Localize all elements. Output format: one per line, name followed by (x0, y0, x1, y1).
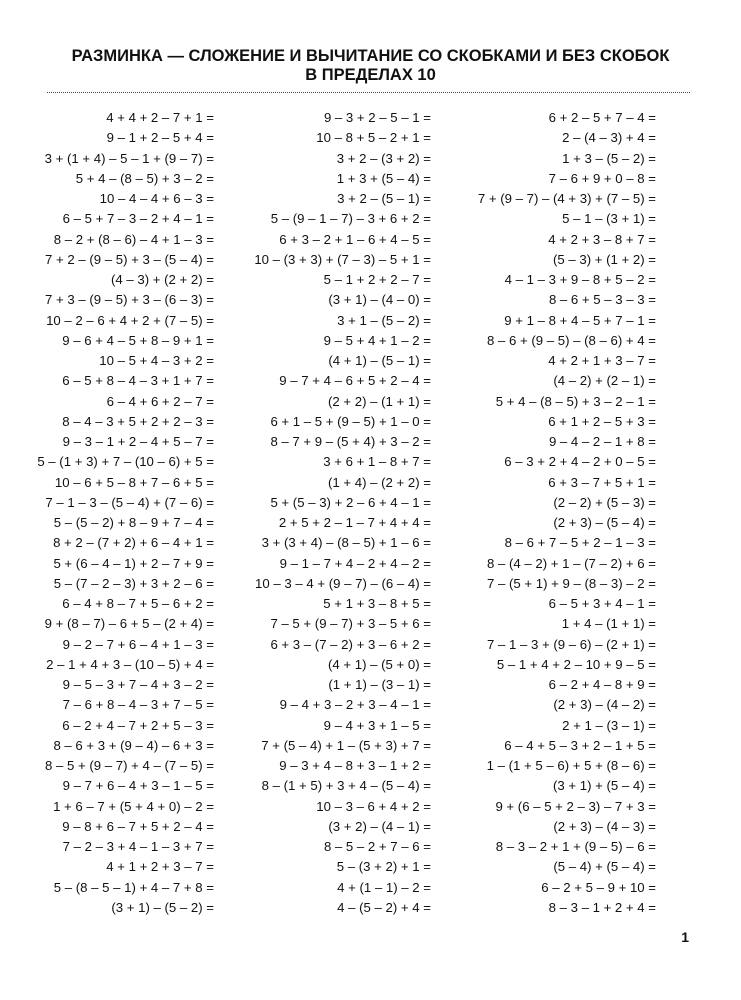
exercise-item: 5 – 1 + 4 + 2 – 10 + 9 – 5 = (496, 656, 656, 672)
exercise-item: 9 – 5 – 3 + 7 – 4 + 3 – 2 = (62, 677, 214, 692)
exercise-item: (2 – 2) + (5 – 3) = (553, 494, 656, 510)
exercise-item: 10 – 8 + 5 – 2 + 1 = (316, 130, 431, 146)
exercise-item: 4 – 1 – 3 + 9 – 8 + 5 – 2 = (504, 272, 656, 287)
exercise-item: 10 – 2 – 6 + 4 + 2 + (7 – 5) = (46, 312, 214, 328)
exercise-item: (4 – 3) + (2 + 2) = (111, 272, 214, 287)
exercise-item: (4 + 1) – (5 – 1) = (328, 353, 431, 368)
exercise-item: 5 + 4 – (8 – 5) + 3 – 2 = (75, 170, 214, 186)
exercise-item: (5 – 4) + (5 – 4) = (553, 859, 656, 875)
exercise-item: 10 – 5 + 4 – 3 + 2 = (99, 353, 214, 368)
exercise-item: 9 – 7 + 6 – 4 + 3 – 1 – 5 = (62, 778, 214, 794)
exercise-column-2 (250, 108, 431, 918)
exercise-item: (5 – 3) + (1 + 2) = (553, 251, 656, 267)
exercise-item: 9 – 8 + 6 – 7 + 5 + 2 – 4 = (62, 818, 214, 834)
exercise-item: 10 – 3 – 6 + 4 + 2 = (316, 798, 431, 814)
exercise-item: 9 – 7 + 4 – 6 + 5 + 2 – 4 = (279, 373, 431, 389)
exercise-item: 9 – 3 + 4 – 8 + 3 – 1 + 2 = (279, 758, 431, 773)
exercise-item: 7 + 3 – (9 – 5) + 3 – (6 – 3) = (45, 292, 214, 308)
exercise-item: 5 – (1 + 3) + 7 – (10 – 6) + 5 = (37, 454, 214, 470)
exercise-item: (1 + 4) – (2 + 2) = (328, 474, 431, 490)
exercise-item: 4 + 1 + 2 + 3 – 7 = (106, 859, 214, 875)
exercise-item: 6 + 1 – 5 + (9 – 5) + 1 – 0 = (270, 413, 431, 429)
exercise-item: (2 + 3) – (5 – 4) = (553, 515, 656, 530)
exercise-item: 7 – 6 + 8 – 4 – 3 + 7 – 5 = (62, 697, 214, 713)
exercise-item: 7 + (9 – 7) – (4 + 3) + (7 – 5) = (477, 191, 656, 206)
exercise-item: 7 – 1 – 3 – (5 – 4) + (7 – 6) = (45, 494, 214, 510)
page-title-line-1: РАЗМИНКА — СЛОЖЕНИЕ И ВЫЧИТАНИЕ СО СКОБКАМИ И БЕЗ СКОБОК (71, 47, 670, 65)
exercise-item: 6 + 3 – (7 – 2) + 3 – 6 + 2 = (270, 636, 431, 652)
exercise-column-3 (470, 108, 656, 918)
exercise-item: 3 + (3 + 4) – (8 – 5) + 1 – 6 = (261, 535, 431, 551)
exercise-item: 6 + 3 – 2 + 1 – 6 + 4 – 5 = (279, 231, 431, 247)
exercise-item: 10 – 6 + 5 – 8 + 7 – 6 + 5 = (54, 474, 214, 490)
exercise-item: 5 – (9 – 1 – 7) – 3 + 6 + 2 = (270, 211, 431, 227)
exercise-item: 5 + 1 + 3 – 8 + 5 = (323, 596, 431, 611)
exercise-item: 7 – 5 + (9 – 7) + 3 – 5 + 6 = (270, 616, 431, 632)
exercise-item: 7 – (5 + 1) + 9 – (8 – 3) – 2 = (487, 575, 656, 591)
exercise-item: 3 + 6 + 1 – 8 + 7 = (323, 454, 431, 470)
exercise-item: 5 + (5 – 3) + 2 – 6 + 4 – 1 = (270, 494, 431, 510)
exercise-item: (4 – 2) + (2 – 1) = (553, 373, 656, 389)
exercise-item: (2 + 3) – (4 – 2) = (553, 697, 656, 713)
exercise-item: 6 – 4 + 5 – 3 + 2 – 1 + 5 = (504, 737, 656, 753)
exercise-item: 6 – 2 + 4 – 7 + 2 + 5 – 3 = (62, 717, 214, 733)
exercise-item: (3 + 1) – (5 – 2) = (111, 899, 214, 915)
exercise-item: 3 + 1 – (5 – 2) = (337, 312, 431, 328)
exercise-item: 8 – 5 – 2 + 7 – 6 = (323, 839, 431, 854)
exercise-item: 5 – 1 – (3 + 1) = (562, 211, 656, 227)
exercise-item: 8 – 3 – 2 + 1 + (9 – 5) – 6 = (495, 839, 656, 854)
exercise-item: 9 – 3 – 1 + 2 – 4 + 5 – 7 = (62, 434, 214, 449)
exercise-item: 8 – 2 + (8 – 6) – 4 + 1 – 3 = (53, 231, 214, 247)
exercise-item: 4 + (1 – 1) – 2 = (337, 879, 431, 895)
exercise-item: 9 + (8 – 7) – 6 + 5 – (2 + 4) = (44, 616, 214, 632)
exercise-item: 7 – 1 – 3 + (9 – 6) – (2 + 1) = (487, 636, 656, 652)
exercise-item: 6 – 5 + 7 – 3 – 2 + 4 – 1 = (62, 211, 214, 227)
exercise-item: 9 – 5 + 4 + 1 – 2 = (323, 332, 431, 348)
exercise-item: 6 – 2 + 4 – 8 + 9 = (548, 677, 656, 692)
exercise-item: 8 – 6 + 3 + (9 – 4) – 6 + 3 = (53, 737, 214, 753)
exercise-item: (3 + 1) – (4 – 0) = (328, 292, 431, 308)
exercise-item: (3 + 1) + (5 – 4) = (553, 778, 656, 794)
exercise-item: 1 + 4 – (1 + 1) = (561, 616, 656, 632)
exercise-item: 9 + (6 – 5 + 2 – 3) – 7 + 3 = (495, 798, 656, 814)
exercise-item: (4 + 1) – (5 + 0) = (328, 656, 431, 672)
exercise-item: 7 + (5 – 4) + 1 – (5 + 3) + 7 = (261, 737, 431, 753)
exercise-item: 7 – 2 – 3 + 4 – 1 – 3 + 7 = (62, 839, 214, 854)
exercise-item: 5 – (8 – 5 – 1) + 4 – 7 + 8 = (53, 879, 214, 895)
exercise-item: 5 – (3 + 2) + 1 = (336, 859, 431, 875)
exercise-item: 6 + 2 – 5 + 7 – 4 = (548, 110, 656, 125)
exercise-item: 6 + 1 + 2 – 5 + 3 = (548, 413, 656, 429)
exercise-item: 8 – (1 + 5) + 3 + 4 – (5 – 4) = (261, 778, 431, 794)
exercise-item: 9 – 4 + 3 – 2 + 3 – 4 – 1 = (279, 697, 431, 713)
exercise-item: 6 – 5 + 8 – 4 – 3 + 1 + 7 = (62, 373, 214, 389)
exercise-item: 8 – 6 + (9 – 5) – (8 – 6) + 4 = (487, 332, 656, 348)
exercise-item: 1 + 3 – (5 – 2) = (562, 150, 656, 166)
exercise-item: 9 – 4 – 2 – 1 + 8 = (548, 434, 656, 449)
exercise-item: 3 + 2 – (5 – 1) = (337, 191, 431, 206)
exercise-item: 5 – (7 – 2 – 3) + 3 + 2 – 6 = (53, 575, 214, 591)
exercise-item: 4 + 2 + 1 + 3 – 7 = (548, 353, 656, 368)
exercise-item: 10 – 3 – 4 + (9 – 7) – (6 – 4) = (255, 575, 431, 591)
exercise-item: 4 + 4 + 2 – 7 + 1 = (106, 110, 214, 125)
exercise-item: 10 – 4 – 4 + 6 – 3 = (99, 191, 214, 206)
page-title-line-2: В ПРЕДЕЛАХ 10 (305, 66, 436, 84)
exercise-item: 9 – 1 – 7 + 4 – 2 + 4 – 2 = (279, 555, 431, 571)
exercise-item: 9 – 6 + 4 – 5 + 8 – 9 + 1 = (62, 332, 214, 348)
exercise-item: 2 + 1 – (3 – 1) = (562, 717, 656, 733)
exercise-item: 6 – 4 + 6 + 2 – 7 = (106, 393, 214, 409)
exercise-item: 3 + 2 – (3 + 2) = (336, 150, 431, 166)
exercise-item: 6 + 3 – 7 + 5 + 1 = (548, 474, 656, 490)
exercise-item: 5 + 4 – (8 – 5) + 3 – 2 – 1 = (495, 393, 656, 409)
page-title (40, 47, 701, 85)
exercise-item: (3 + 2) – (4 – 1) = (328, 818, 431, 834)
exercise-item: 2 – (4 – 3) + 4 = (562, 130, 656, 146)
exercise-item: 9 – 3 + 2 – 5 – 1 = (323, 110, 431, 125)
exercise-item: 1 – (1 + 5 – 6) + 5 + (8 – 6) = (486, 758, 656, 773)
exercise-item: 8 – 4 – 3 + 5 + 2 + 2 – 3 = (62, 413, 214, 429)
exercise-item: 4 – (5 – 2) + 4 = (337, 899, 431, 915)
exercise-item: 5 + (6 – 4 – 1) + 2 – 7 + 9 = (53, 555, 214, 571)
exercise-item: (2 + 3) – (4 – 3) = (553, 818, 656, 834)
exercise-item: 10 – (3 + 3) + (7 – 3) – 5 + 1 = (254, 251, 431, 267)
exercise-item: 6 – 5 + 3 + 4 – 1 = (548, 596, 656, 611)
exercise-item: 6 – 3 + 2 + 4 – 2 + 0 – 5 = (504, 454, 656, 470)
exercise-item: 6 – 2 + 5 – 9 + 10 = (541, 879, 656, 895)
page-number: 1 (681, 929, 689, 945)
exercise-item: 2 + 5 + 2 – 1 – 7 + 4 + 4 = (278, 515, 431, 530)
exercise-item: 9 + 1 – 8 + 4 – 5 + 7 – 1 = (504, 312, 656, 328)
exercise-item: 8 – (4 – 2) + 1 – (7 – 2) + 6 = (487, 555, 656, 571)
exercise-item: (1 + 1) – (3 – 1) = (328, 677, 431, 692)
exercise-item: 8 – 5 + (9 – 7) + 4 – (7 – 5) = (45, 758, 214, 773)
exercise-item: 3 + (1 + 4) – 5 – 1 + (9 – 7) = (44, 150, 214, 166)
exercise-item: 5 – 1 + 2 + 2 – 7 = (323, 272, 431, 287)
exercise-item: 8 – 6 + 5 – 3 – 3 = (548, 292, 656, 308)
exercise-item: 1 + 3 + (5 – 4) = (336, 170, 431, 186)
exercise-item: 8 – 6 + 7 – 5 + 2 – 1 – 3 = (504, 535, 656, 551)
exercise-item: 9 – 2 – 7 + 6 – 4 + 1 – 3 = (62, 636, 214, 652)
exercise-item: 1 + 6 – 7 + (5 + 4 + 0) – 2 = (53, 798, 214, 814)
exercise-item: 6 – 4 + 8 – 7 + 5 – 6 + 2 = (62, 596, 214, 611)
exercise-item: 8 + 2 – (7 + 2) + 6 – 4 + 1 = (53, 535, 214, 551)
exercise-item: 9 – 1 + 2 – 5 + 4 = (106, 130, 214, 146)
dotted-divider (47, 92, 690, 93)
exercise-item: 8 – 3 – 1 + 2 + 4 = (548, 899, 656, 915)
exercise-item: 7 – 6 + 9 + 0 – 8 = (548, 170, 656, 186)
exercise-column-1 (30, 108, 214, 918)
exercise-item: 9 – 4 + 3 + 1 – 5 = (323, 717, 431, 733)
exercise-item: (2 + 2) – (1 + 1) = (328, 393, 431, 409)
exercise-item: 7 + 2 – (9 – 5) + 3 – (5 – 4) = (45, 251, 214, 267)
exercise-item: 8 – 7 + 9 – (5 + 4) + 3 – 2 = (270, 434, 431, 449)
exercise-item: 4 + 2 + 3 – 8 + 7 = (548, 231, 656, 247)
exercise-item: 2 – 1 + 4 + 3 – (10 – 5) + 4 = (46, 656, 214, 672)
exercise-item: 5 – (5 – 2) + 8 – 9 + 7 – 4 = (53, 515, 214, 530)
